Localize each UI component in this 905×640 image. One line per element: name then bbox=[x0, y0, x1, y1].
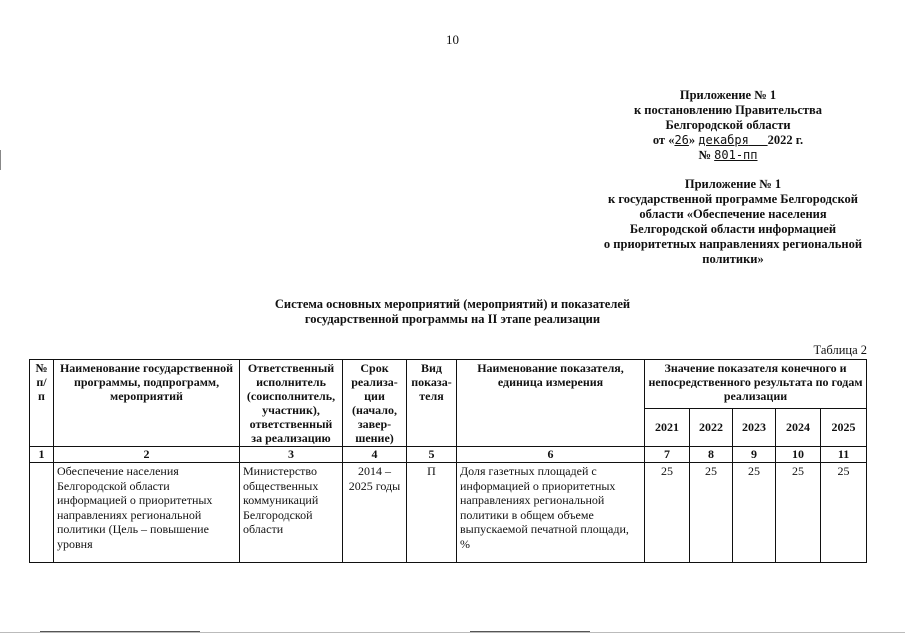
table-label: Таблица 2 bbox=[813, 343, 867, 357]
column-number: 10 bbox=[776, 447, 821, 463]
cell-kind: П bbox=[407, 463, 457, 563]
cell-num bbox=[30, 463, 54, 563]
header-name: Наименование государственной программы, подпрограмм, мероприятий bbox=[54, 360, 240, 447]
header-num: № п/п bbox=[30, 360, 54, 447]
scan-edge-mark bbox=[470, 631, 590, 632]
appendix-program-line: Белгородской области информацией bbox=[629, 222, 837, 236]
column-number: 2 bbox=[54, 447, 240, 463]
cell-indicator: Доля газетных площадей с информацией о приоритетных направлениях региональной политики в общем объеме выпускаемой печатной площади, % bbox=[457, 463, 645, 563]
header-year: 2021 bbox=[645, 408, 690, 446]
number-prefix: № bbox=[698, 148, 715, 162]
header-year: 2022 bbox=[690, 408, 733, 446]
column-number: 3 bbox=[240, 447, 343, 463]
cell-value-2023: 25 bbox=[733, 463, 776, 563]
date-month: декабря bbox=[698, 133, 749, 147]
margin-mark bbox=[0, 150, 1, 170]
header-term: Срок реализа-ции (начало, завер-шение) bbox=[343, 360, 407, 447]
header-row bbox=[30, 360, 867, 409]
document-title-line: государственной программы на II этапе реализации bbox=[304, 312, 601, 326]
appendix-program-title: Приложение № 1 bbox=[684, 177, 782, 191]
header-kind: Вид показа-теля bbox=[407, 360, 457, 447]
column-number: 8 bbox=[690, 447, 733, 463]
header-year: 2025 bbox=[821, 408, 867, 446]
resolution-number: 801-пп bbox=[714, 148, 758, 162]
column-number: 6 bbox=[457, 447, 645, 463]
header-responsible: Ответственный исполнитель (соисполнитель, участник), ответственный за реализацию bbox=[240, 360, 343, 447]
date-fill bbox=[749, 133, 768, 147]
appendix-line: Белгородской области bbox=[665, 118, 791, 132]
cell-term: 2014 – 2025 годы bbox=[343, 463, 407, 563]
cell-value-2025: 25 bbox=[821, 463, 867, 563]
document-title bbox=[200, 297, 705, 327]
appendix-program-line: политики» bbox=[702, 252, 764, 266]
appendix-program-line: к государственной программе Белгородской bbox=[608, 192, 858, 206]
document-title-line: Система основных мероприятий (мероприятий) и показателей bbox=[274, 297, 631, 311]
column-number: 11 bbox=[821, 447, 867, 463]
column-number: 7 bbox=[645, 447, 690, 463]
appendix-program-block bbox=[592, 177, 874, 267]
column-number: 4 bbox=[343, 447, 407, 463]
header-indicator: Наименование показателя, единица измерения bbox=[457, 360, 645, 447]
appendix-date bbox=[578, 133, 878, 148]
column-number-row bbox=[30, 447, 867, 463]
program-table bbox=[29, 359, 867, 563]
scan-edge bbox=[0, 632, 905, 633]
date-prefix: от « bbox=[652, 133, 675, 147]
appendix-resolution-block bbox=[578, 88, 878, 163]
date-year: 2022 г. bbox=[767, 133, 804, 147]
column-number: 1 bbox=[30, 447, 54, 463]
scan-edge-mark bbox=[40, 631, 200, 632]
header-year: 2023 bbox=[733, 408, 776, 446]
cell-value-2021: 25 bbox=[645, 463, 690, 563]
cell-responsible: Министерство общественных коммуникаций Белгородской области bbox=[240, 463, 343, 563]
header-values-group: Значение показателя конечного и непосредственного результата по годам реализации bbox=[645, 360, 867, 409]
cell-name: Обеспечение населения Белгородской области информацией о приоритетных направлениях региональной политики (Цель – повышение уровня bbox=[54, 463, 240, 563]
date-day: 26 bbox=[674, 133, 689, 147]
appendix-title: Приложение № 1 bbox=[679, 88, 777, 102]
appendix-program-line: области «Обеспечение населения bbox=[639, 207, 827, 221]
appendix-program-line: о приоритетных направлениях региональной bbox=[603, 237, 863, 251]
column-number: 5 bbox=[407, 447, 457, 463]
column-number: 9 bbox=[733, 447, 776, 463]
header-year: 2024 bbox=[776, 408, 821, 446]
date-mid: » bbox=[688, 133, 699, 147]
cell-value-2022: 25 bbox=[690, 463, 733, 563]
appendix-number bbox=[578, 148, 878, 163]
table-row bbox=[30, 463, 867, 563]
cell-value-2024: 25 bbox=[776, 463, 821, 563]
page-number: 10 bbox=[446, 32, 459, 47]
appendix-line: к постановлению Правительства bbox=[633, 103, 823, 117]
